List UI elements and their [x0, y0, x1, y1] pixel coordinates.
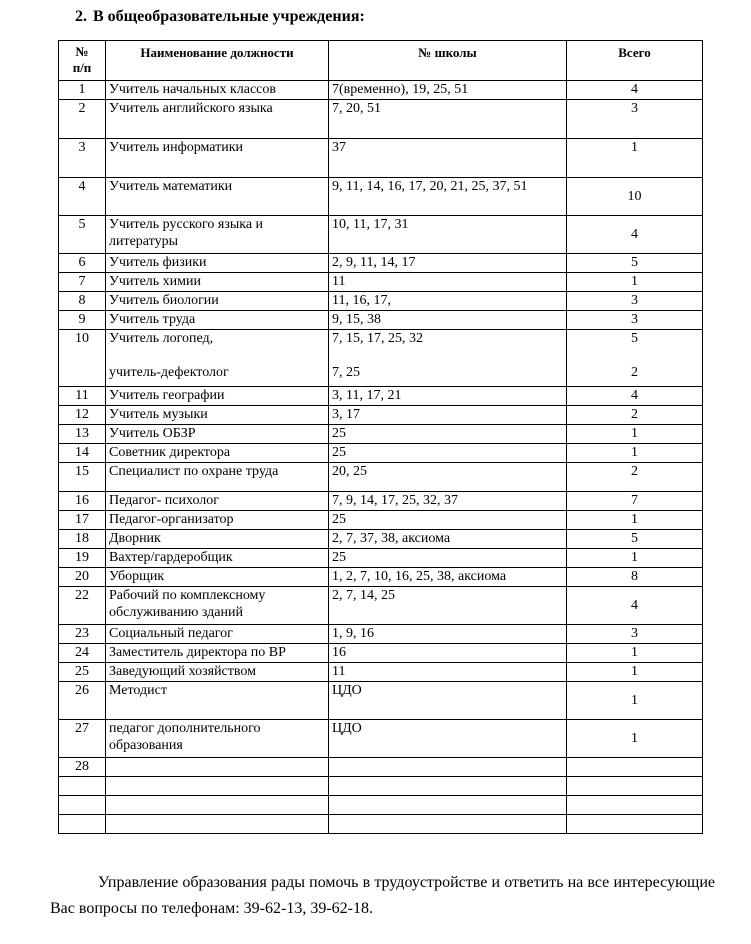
row-schools: 25	[329, 511, 567, 530]
row-number: 12	[59, 406, 106, 425]
row-total: 1	[567, 682, 703, 720]
row-total: 2	[567, 463, 703, 492]
row-total: 4	[567, 216, 703, 254]
table-row	[59, 682, 703, 720]
row-schools: 11	[329, 663, 567, 682]
row-schools: 2, 9, 11, 14, 17	[329, 254, 567, 273]
row-total: 1	[567, 644, 703, 663]
row-number: 26	[59, 682, 106, 720]
row-position: Учитель начальных классов	[106, 81, 329, 100]
row-position: Заведующий хозяйством	[106, 663, 329, 682]
header-number-line1: №	[75, 44, 89, 59]
row-total: 3	[567, 100, 703, 139]
row-position: Учитель математики	[106, 178, 329, 216]
row-schools: 7(временно), 19, 25, 51	[329, 81, 567, 100]
row-total: 4	[567, 387, 703, 406]
row-total: 1	[567, 720, 703, 758]
row-schools: 9, 15, 38	[329, 311, 567, 330]
table-row	[59, 273, 703, 292]
row-schools: 10, 11, 17, 31	[329, 216, 567, 254]
row-position: Педагог-организатор	[106, 511, 329, 530]
row-position: Учитель биологии	[106, 292, 329, 311]
table-row	[59, 100, 703, 139]
row-total	[567, 758, 703, 777]
row-number: 18	[59, 530, 106, 549]
row-number: 22	[59, 587, 106, 625]
row-position: Учитель музыки	[106, 406, 329, 425]
row-total-secondary: 2	[631, 365, 638, 380]
row-schools: 3, 17	[329, 406, 567, 425]
section-number: 2.	[75, 8, 87, 25]
row-total: 8	[567, 568, 703, 587]
row-number: 25	[59, 663, 106, 682]
row-number: 27	[59, 720, 106, 758]
table-row	[59, 587, 703, 625]
row-total	[567, 330, 703, 387]
row-total: 1	[567, 511, 703, 530]
row-position: Специалист по охране труда	[106, 463, 329, 492]
row-number: 28	[59, 758, 106, 777]
row-schools-secondary: 7, 25	[332, 365, 360, 380]
row-schools: 1, 9, 16	[329, 625, 567, 644]
table-row	[59, 663, 703, 682]
row-schools: 2, 7, 14, 25	[329, 587, 567, 625]
row-number: 3	[59, 139, 106, 178]
row-total: 1	[567, 549, 703, 568]
row-number: 19	[59, 549, 106, 568]
table-row-empty	[59, 796, 703, 815]
table-row	[59, 511, 703, 530]
table-row	[59, 139, 703, 178]
table-row	[59, 625, 703, 644]
header-number-line2: п/п	[72, 60, 92, 75]
row-schools: 2, 7, 37, 38, аксиома	[329, 530, 567, 549]
table-row	[59, 254, 703, 273]
contact-paragraph: Управление образования рады помочь в трудоустройстве и ответить на все интересующие Вас вопросы по телефонам: 39-62-13, 39-62-18.	[50, 874, 715, 917]
table-row	[59, 492, 703, 511]
row-schools: 11	[329, 273, 567, 292]
table-row	[59, 444, 703, 463]
table-row-empty	[59, 777, 703, 796]
row-total: 1	[567, 273, 703, 292]
row-total: 1	[567, 425, 703, 444]
row-number: 7	[59, 273, 106, 292]
row-total: 3	[567, 292, 703, 311]
table-row	[59, 425, 703, 444]
row-number: 11	[59, 387, 106, 406]
row-number: 2	[59, 100, 106, 139]
row-schools: ЦДО	[329, 720, 567, 758]
table-row	[59, 720, 703, 758]
table-row	[59, 311, 703, 330]
row-schools: 9, 11, 14, 16, 17, 20, 21, 25, 37, 51	[329, 178, 567, 216]
table-row	[59, 758, 703, 777]
row-position: Учитель английского языка	[106, 100, 329, 139]
row-position: Учитель труда	[106, 311, 329, 330]
row-schools: 25	[329, 549, 567, 568]
row-position: Заместитель директора по ВР	[106, 644, 329, 663]
row-schools: 3, 11, 17, 21	[329, 387, 567, 406]
section-title: В общеобразовательные учреждения:	[93, 8, 365, 25]
row-schools	[329, 758, 567, 777]
section-heading	[75, 8, 365, 26]
table-row	[59, 463, 703, 492]
table-row	[59, 568, 703, 587]
row-total: 5	[567, 530, 703, 549]
row-number: 23	[59, 625, 106, 644]
row-number: 8	[59, 292, 106, 311]
table-row	[59, 178, 703, 216]
row-schools: 7, 20, 51	[329, 100, 567, 139]
row-number: 9	[59, 311, 106, 330]
row-position: Учитель ОБЗР	[106, 425, 329, 444]
table-row	[59, 216, 703, 254]
header-number	[59, 41, 106, 81]
header-schools: № школы	[329, 41, 567, 81]
table-row	[59, 549, 703, 568]
row-number: 6	[59, 254, 106, 273]
row-position: Учитель информатики	[106, 139, 329, 178]
row-total: 1	[567, 663, 703, 682]
row-total: 4	[567, 81, 703, 100]
row-position-secondary: учитель-дефектолог	[109, 365, 229, 380]
row-schools: 11, 16, 17,	[329, 292, 567, 311]
row-schools: 7, 9, 14, 17, 25, 32, 37	[329, 492, 567, 511]
row-position	[106, 330, 329, 387]
row-total: 1	[567, 444, 703, 463]
row-number: 13	[59, 425, 106, 444]
row-number: 10	[59, 330, 106, 387]
row-schools: 1, 2, 7, 10, 16, 25, 38, аксиома	[329, 568, 567, 587]
table-header-row	[59, 41, 703, 81]
row-position: Педагог- психолог	[106, 492, 329, 511]
row-total: 5	[567, 254, 703, 273]
row-number: 5	[59, 216, 106, 254]
row-position: Уборщик	[106, 568, 329, 587]
row-schools: 37	[329, 139, 567, 178]
table-row	[59, 81, 703, 100]
table-row-empty	[59, 815, 703, 834]
table-row	[59, 644, 703, 663]
row-total: 10	[567, 178, 703, 216]
row-position: Учитель русского языка и литературы	[106, 216, 329, 254]
row-position-primary: Учитель логопед,	[109, 331, 214, 346]
row-position: Учитель географии	[106, 387, 329, 406]
table-row	[59, 292, 703, 311]
row-total: 4	[567, 587, 703, 625]
row-position: Дворник	[106, 530, 329, 549]
row-total: 7	[567, 492, 703, 511]
row-schools: 25	[329, 425, 567, 444]
row-number: 15	[59, 463, 106, 492]
table-row	[59, 330, 703, 387]
row-position: Учитель физики	[106, 254, 329, 273]
row-number: 20	[59, 568, 106, 587]
row-position: Рабочий по комплексному обслуживанию зданий	[106, 587, 329, 625]
row-position: Советник директора	[106, 444, 329, 463]
row-total: 3	[567, 625, 703, 644]
row-schools: 20, 25	[329, 463, 567, 492]
row-position	[106, 758, 329, 777]
table-row	[59, 530, 703, 549]
row-total: 1	[567, 139, 703, 178]
row-number: 17	[59, 511, 106, 530]
row-total-primary: 5	[631, 331, 638, 346]
row-position: педагог дополнительного образования	[106, 720, 329, 758]
row-number: 24	[59, 644, 106, 663]
row-number: 14	[59, 444, 106, 463]
header-position: Наименование должности	[106, 41, 329, 81]
row-number: 4	[59, 178, 106, 216]
vacancies-table	[58, 40, 703, 834]
row-schools: 16	[329, 644, 567, 663]
row-schools-primary: 7, 15, 17, 25, 32	[332, 331, 423, 346]
row-schools	[329, 330, 567, 387]
row-total: 2	[567, 406, 703, 425]
table-row	[59, 406, 703, 425]
row-position: Учитель химии	[106, 273, 329, 292]
row-schools: 25	[329, 444, 567, 463]
row-position: Вахтер/гардеробщик	[106, 549, 329, 568]
table-row	[59, 387, 703, 406]
row-number: 16	[59, 492, 106, 511]
row-number: 1	[59, 81, 106, 100]
row-position: Социальный педагог	[106, 625, 329, 644]
row-schools: ЦДО	[329, 682, 567, 720]
row-total: 3	[567, 311, 703, 330]
row-position: Методист	[106, 682, 329, 720]
header-total: Всего	[567, 41, 703, 81]
